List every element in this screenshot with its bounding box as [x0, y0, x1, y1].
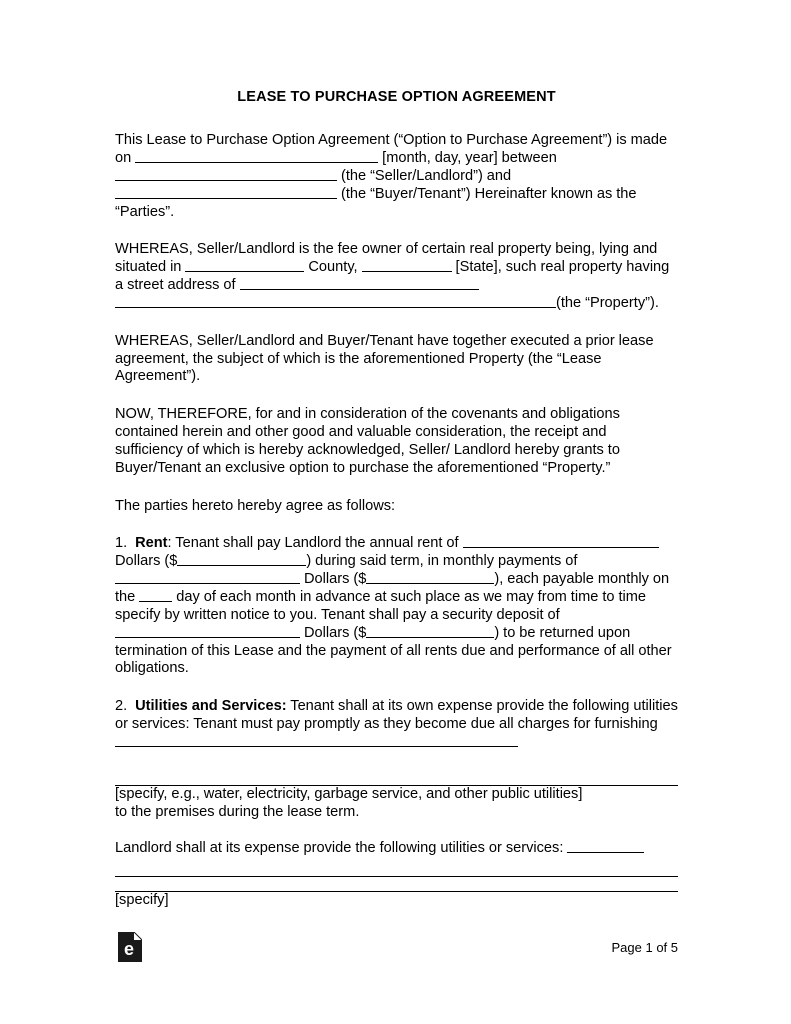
paragraph-whereas-lease: WHEREAS, Seller/Landlord and Buyer/Tenant have together executed a prior lease agreement, the subject of which is the aforementioned Property (the “Lease Agreement”).	[115, 332, 654, 385]
blank-tenant-utilities-line1[interactable]	[115, 734, 518, 747]
section-1-text-8: ) to be returned upon termination of this Lease and the payment of all rents due and performance of all other obligations.	[115, 624, 672, 677]
whereas1-text-3: [State], such real property having a street address of	[115, 259, 670, 294]
eforms-logo	[118, 932, 142, 962]
blank-county[interactable]	[185, 259, 304, 272]
whereas1-text-4: (the “Property”).	[556, 294, 659, 311]
section-1-text-2: Dollars ($	[115, 553, 178, 570]
section-1-rent	[115, 535, 678, 678]
section-2-specify-note	[115, 786, 678, 822]
section-2-text-4: Landlord shall at its expense provide the following utilities or services:	[115, 840, 564, 857]
section-2-landlord-utilities	[115, 840, 678, 858]
blank-security-deposit-amount[interactable]	[366, 625, 494, 638]
blank-street-address-line1[interactable]	[240, 277, 479, 290]
section-1-text-3: ) during said term, in monthly payments of	[306, 553, 578, 570]
blank-landlord-utilities-line3[interactable]	[115, 877, 678, 892]
page-number: Page 1 of 5	[611, 940, 678, 955]
intro-text-2: [month, day, year] between	[382, 149, 557, 166]
blank-annual-rent-words[interactable]	[463, 535, 659, 548]
section-1-text-5: ), each payable monthly on the	[115, 571, 670, 605]
blank-annual-rent-amount[interactable]	[177, 553, 306, 566]
section-2-text-2: [specify, e.g., water, electricity, garbage service, and other public utilities]	[115, 785, 583, 802]
blank-due-day[interactable]	[139, 589, 172, 602]
document-body	[115, 88, 678, 930]
intro-text-3: (the “Seller/Landlord”) and	[340, 167, 512, 184]
section-1-text-6: day of each month in advance at such place as we may from time to time specify by written notice to you. Tenant shall pay a security deposit of	[115, 589, 647, 623]
whereas1-text-2: County,	[308, 259, 358, 276]
blank-landlord-utilities-line1[interactable]	[567, 840, 644, 853]
page-title: LEASE TO PURCHASE OPTION AGREEMENT	[237, 89, 556, 105]
blank-landlord-utilities-line2[interactable]	[115, 858, 678, 877]
blank-buyer-tenant-name[interactable]	[115, 186, 337, 199]
section-2-number: 2.	[115, 698, 128, 715]
whereas1-text-1: WHEREAS, Seller/Landlord is the fee owner of certain real property being, lying and situated in	[115, 241, 658, 276]
section-1-heading-suffix: :	[167, 535, 172, 552]
blank-seller-landlord-name[interactable]	[115, 168, 337, 181]
paragraph-agree-lead: The parties hereto hereby agree as follows:	[115, 497, 396, 514]
section-1-heading: Rent	[135, 535, 168, 552]
section-1-number: 1.	[115, 535, 128, 552]
section-1-text-4: Dollars ($	[303, 571, 367, 588]
section-2-utilities	[115, 698, 678, 752]
intro-text-1: This Lease to Purchase Option Agreement (“Option to Purchase Agreement”) is made on	[115, 132, 668, 166]
paragraph-now-therefore: NOW, THEREFORE, for and in consideration of the covenants and obligations contained herein and other good and valuable consideration, the receipt and sufficiency of which is hereby acknowledged, Seller/ Landlord hereby grants to Buyer/Tenant an exclusive option to purchase the aforementioned “Property.”	[115, 406, 620, 476]
section-1-text-7: Dollars ($	[303, 624, 367, 641]
section-2-text-1: Tenant shall at its own expense provide the following utilities or services: Tenant must pay promptly as they become due all charges for furnishing	[115, 698, 678, 733]
paragraph-whereas-property	[115, 241, 678, 312]
blank-street-address-line2[interactable]	[115, 295, 556, 308]
blank-security-deposit-words[interactable]	[115, 625, 300, 638]
blank-tenant-utilities-line2[interactable]	[115, 771, 678, 786]
intro-text-4: (the “Buyer/Tenant”) Hereinafter known as the “Parties”.	[115, 185, 637, 220]
logo-letter: e	[123, 939, 135, 959]
paragraph-intro	[115, 132, 678, 221]
blank-state[interactable]	[362, 259, 452, 272]
section-2-text-3: to the premises during the lease term.	[115, 803, 360, 820]
blank-monthly-rent-words[interactable]	[115, 571, 300, 584]
section-1-text-1: Tenant shall pay Landlord the annual rent of	[171, 535, 459, 552]
section-2-heading: Utilities and Services:	[135, 698, 287, 715]
blank-date[interactable]	[135, 150, 378, 163]
section-2-specify-label: [specify]	[115, 892, 169, 909]
blank-monthly-rent-amount[interactable]	[366, 571, 494, 584]
